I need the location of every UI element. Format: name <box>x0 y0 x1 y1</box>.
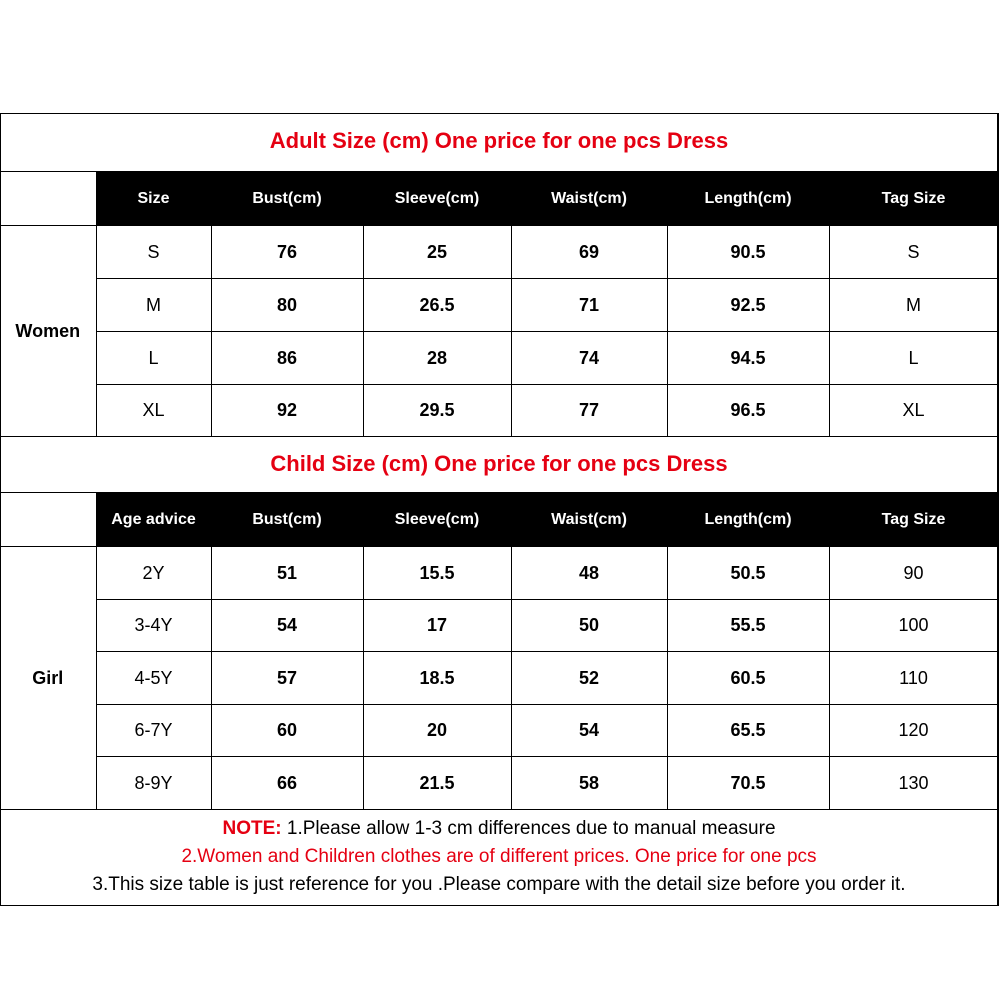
table-cell: 55.5 <box>667 600 829 652</box>
table-cell: 70.5 <box>667 757 829 810</box>
adult-header-length: Length(cm) <box>667 172 829 226</box>
table-cell: 94.5 <box>667 332 829 385</box>
child-size-table <box>0 492 999 810</box>
adult-header-row <box>0 172 998 226</box>
table-cell: 3-4Y <box>96 600 211 652</box>
child-header-sleeve: Sleeve(cm) <box>363 493 511 547</box>
table-cell: L <box>829 332 998 385</box>
table-row <box>0 226 998 279</box>
table-cell: 74 <box>511 332 667 385</box>
note-line-3: 3.This size table is just reference for you .Please compare with the detail size before you order it. <box>92 874 906 895</box>
table-cell: 69 <box>511 226 667 279</box>
table-cell: 8-9Y <box>96 757 211 810</box>
table-cell: 92 <box>211 385 363 437</box>
table-cell: 77 <box>511 385 667 437</box>
note-line-1-text: 1.Please allow 1-3 cm differences due to manual measure <box>281 818 776 839</box>
table-cell: 80 <box>211 279 363 332</box>
table-row <box>0 385 998 437</box>
table-cell: 130 <box>829 757 998 810</box>
table-cell: 54 <box>211 600 363 652</box>
table-row <box>0 279 998 332</box>
adult-group-label: Women <box>0 226 96 437</box>
table-cell: 4-5Y <box>96 652 211 705</box>
table-cell: 25 <box>363 226 511 279</box>
table-cell: 6-7Y <box>96 705 211 757</box>
table-row <box>0 547 998 600</box>
table-cell: S <box>829 226 998 279</box>
table-row <box>0 332 998 385</box>
child-header-age-advice: Age advice <box>96 493 211 547</box>
table-row <box>0 705 998 757</box>
table-row <box>0 757 998 810</box>
table-row <box>0 652 998 705</box>
table-cell: 90 <box>829 547 998 600</box>
table-cell: 96.5 <box>667 385 829 437</box>
adult-size-title: Adult Size (cm) One price for one pcs Dress <box>269 128 729 153</box>
child-group-label: Girl <box>0 547 96 810</box>
child-size-title: Child Size (cm) One price for one pcs Dress <box>270 451 728 476</box>
adult-header-size: Size <box>96 172 211 226</box>
table-cell: 76 <box>211 226 363 279</box>
table-row <box>0 600 998 652</box>
table-cell: 26.5 <box>363 279 511 332</box>
table-cell: 15.5 <box>363 547 511 600</box>
child-header-tag-size: Tag Size <box>829 493 998 547</box>
note-line-1 <box>0 815 998 843</box>
table-cell: M <box>829 279 998 332</box>
adult-header-tag-size: Tag Size <box>829 172 998 226</box>
note-label: NOTE: <box>222 818 282 839</box>
table-cell: 52 <box>511 652 667 705</box>
adult-header-waist: Waist(cm) <box>511 172 667 226</box>
table-cell: 120 <box>829 705 998 757</box>
table-cell: L <box>96 332 211 385</box>
adult-size-table <box>0 171 999 437</box>
table-cell: 100 <box>829 600 998 652</box>
table-cell: 65.5 <box>667 705 829 757</box>
table-cell: 28 <box>363 332 511 385</box>
table-cell: M <box>96 279 211 332</box>
table-cell: 2Y <box>96 547 211 600</box>
table-cell: 17 <box>363 600 511 652</box>
notes-block <box>0 815 998 899</box>
table-cell: 54 <box>511 705 667 757</box>
table-cell: 92.5 <box>667 279 829 332</box>
table-cell: 60.5 <box>667 652 829 705</box>
table-cell: 58 <box>511 757 667 810</box>
table-cell: 71 <box>511 279 667 332</box>
adult-header-bust: Bust(cm) <box>211 172 363 226</box>
note-line-2: 2.Women and Children clothes are of different prices. One price for one pcs <box>181 846 817 867</box>
table-cell: XL <box>96 385 211 437</box>
table-cell: 90.5 <box>667 226 829 279</box>
table-cell: 86 <box>211 332 363 385</box>
table-cell: 20 <box>363 705 511 757</box>
child-header-blank <box>0 493 96 547</box>
table-cell: 110 <box>829 652 998 705</box>
table-cell: 48 <box>511 547 667 600</box>
child-header-waist: Waist(cm) <box>511 493 667 547</box>
table-cell: XL <box>829 385 998 437</box>
child-header-row <box>0 493 998 547</box>
child-header-bust: Bust(cm) <box>211 493 363 547</box>
table-cell: 57 <box>211 652 363 705</box>
table-cell: 29.5 <box>363 385 511 437</box>
adult-header-sleeve: Sleeve(cm) <box>363 172 511 226</box>
table-cell: 50 <box>511 600 667 652</box>
table-cell: S <box>96 226 211 279</box>
table-cell: 50.5 <box>667 547 829 600</box>
table-cell: 21.5 <box>363 757 511 810</box>
table-cell: 51 <box>211 547 363 600</box>
adult-header-blank <box>0 172 96 226</box>
table-cell: 60 <box>211 705 363 757</box>
child-header-length: Length(cm) <box>667 493 829 547</box>
table-cell: 66 <box>211 757 363 810</box>
table-cell: 18.5 <box>363 652 511 705</box>
